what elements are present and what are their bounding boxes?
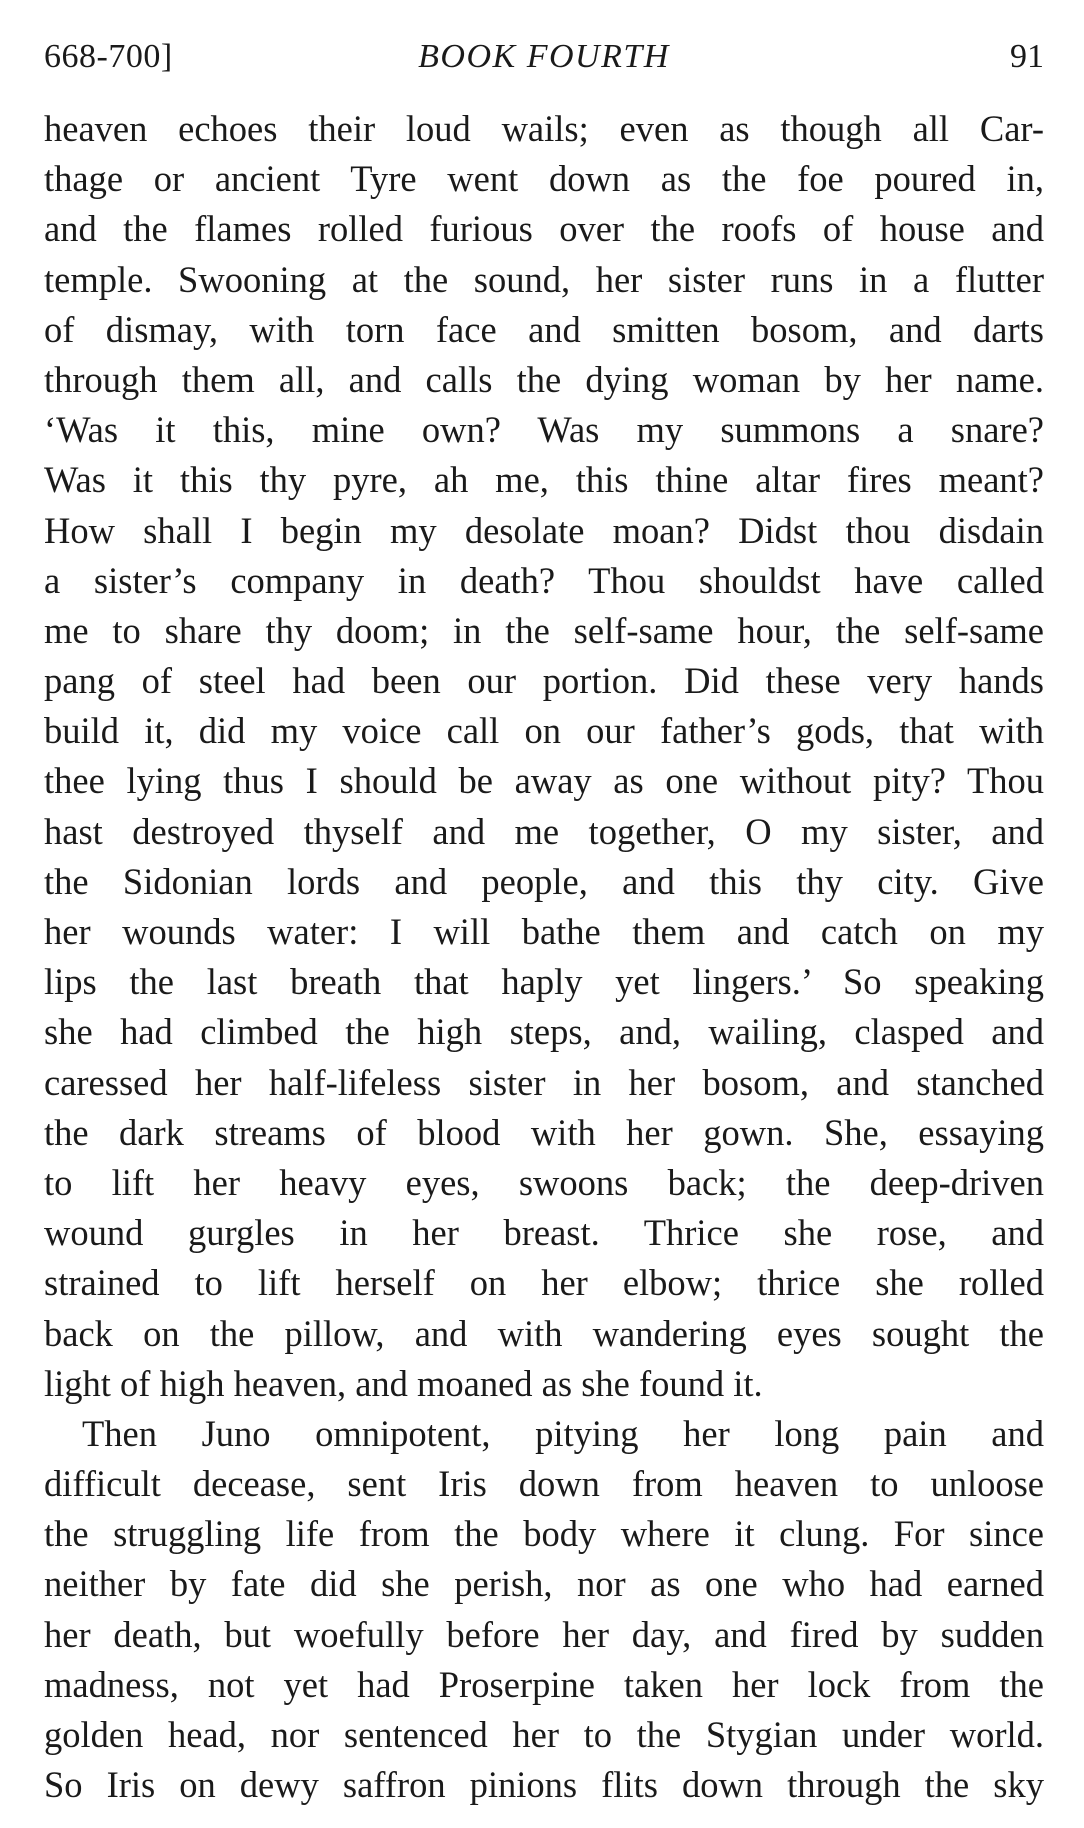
- text-line: to lift her heavy eyes, swoons back; the deep-driven: [44, 1161, 1044, 1203]
- text-line: strained to lift herself on her elbow; thrice she rolled: [44, 1262, 1044, 1304]
- text-line: thee lying thus I should be away as one without pity? Thou: [44, 760, 1044, 802]
- text-line: golden head, nor sentenced her to the Stygian under world.: [44, 1714, 1044, 1755]
- text-line: build it, did my voice call on our father’s gods, that with: [44, 710, 1044, 752]
- page-number: 91: [1010, 38, 1044, 75]
- text-line: difficult decease, sent Iris down from heaven to unloose: [44, 1463, 1044, 1505]
- text-line: the struggling life from the body where it clung. For since: [44, 1513, 1044, 1555]
- text-line: the dark streams of blood with her gown. She, essaying: [44, 1111, 1044, 1153]
- text-line: her wounds water: I will bathe them and catch on my: [44, 911, 1044, 952]
- text-line: neither by fate did she perish, nor as one who had earned: [44, 1563, 1044, 1605]
- text-line: through them all, and calls the dying woman by her name.: [44, 358, 1044, 400]
- text-line: How shall I begin my desolate moan? Didst thou disdain: [44, 509, 1044, 551]
- text-line: and the flames rolled furious over the roofs of house and: [44, 208, 1044, 250]
- paragraph-end-line: light of high heaven, and moaned as she found it.: [44, 1362, 763, 1404]
- text-line: temple. Swooning at the sound, her sister runs in a flutter: [44, 258, 1044, 300]
- text-line: heaven echoes their loud wails; even as though all Car-: [44, 108, 1044, 149]
- text-line: ‘Was it this, mine own? Was my summons a snare?: [44, 409, 1044, 451]
- text-line: lips the last breath that haply yet lingers.’ So speaking: [44, 961, 1044, 1003]
- text-line: madness, not yet had Proserpine taken her lock from the: [44, 1663, 1044, 1705]
- text-line: the Sidonian lords and people, and this thy city. Give: [44, 860, 1044, 902]
- paragraph-start-line: Then Juno omnipotent, pitying her long pain and: [82, 1412, 1044, 1454]
- text-line: a sister’s company in death? Thou shouldst have called: [44, 559, 1044, 601]
- text-line: me to share thy doom; in the self-same hour, the self-same: [44, 609, 1044, 651]
- book-title: BOOK FOURTH: [418, 38, 670, 75]
- text-line: her death, but woefully before her day, and fired by sudden: [44, 1613, 1044, 1655]
- line-range: 668-700]: [44, 38, 173, 75]
- text-line: So Iris on dewy saffron pinions flits down through the sky: [44, 1764, 1044, 1806]
- running-head: [44, 34, 1044, 80]
- text-line: thage or ancient Tyre went down as the foe poured in,: [44, 158, 1044, 200]
- text-line: Was it this thy pyre, ah me, this thine altar fires meant?: [44, 459, 1044, 501]
- text-line: of dismay, with torn face and smitten bosom, and darts: [44, 308, 1044, 350]
- text-line: caressed her half-lifeless sister in her bosom, and stanched: [44, 1061, 1044, 1103]
- text-line: pang of steel had been our portion. Did these very hands: [44, 660, 1044, 702]
- body-text: [44, 104, 1044, 1810]
- text-line: back on the pillow, and with wandering eyes sought the: [44, 1312, 1044, 1354]
- text-line: wound gurgles in her breast. Thrice she rose, and: [44, 1212, 1044, 1254]
- text-line: she had climbed the high steps, and, wailing, clasped and: [44, 1011, 1044, 1053]
- text-line: hast destroyed thyself and me together, O my sister, and: [44, 810, 1044, 852]
